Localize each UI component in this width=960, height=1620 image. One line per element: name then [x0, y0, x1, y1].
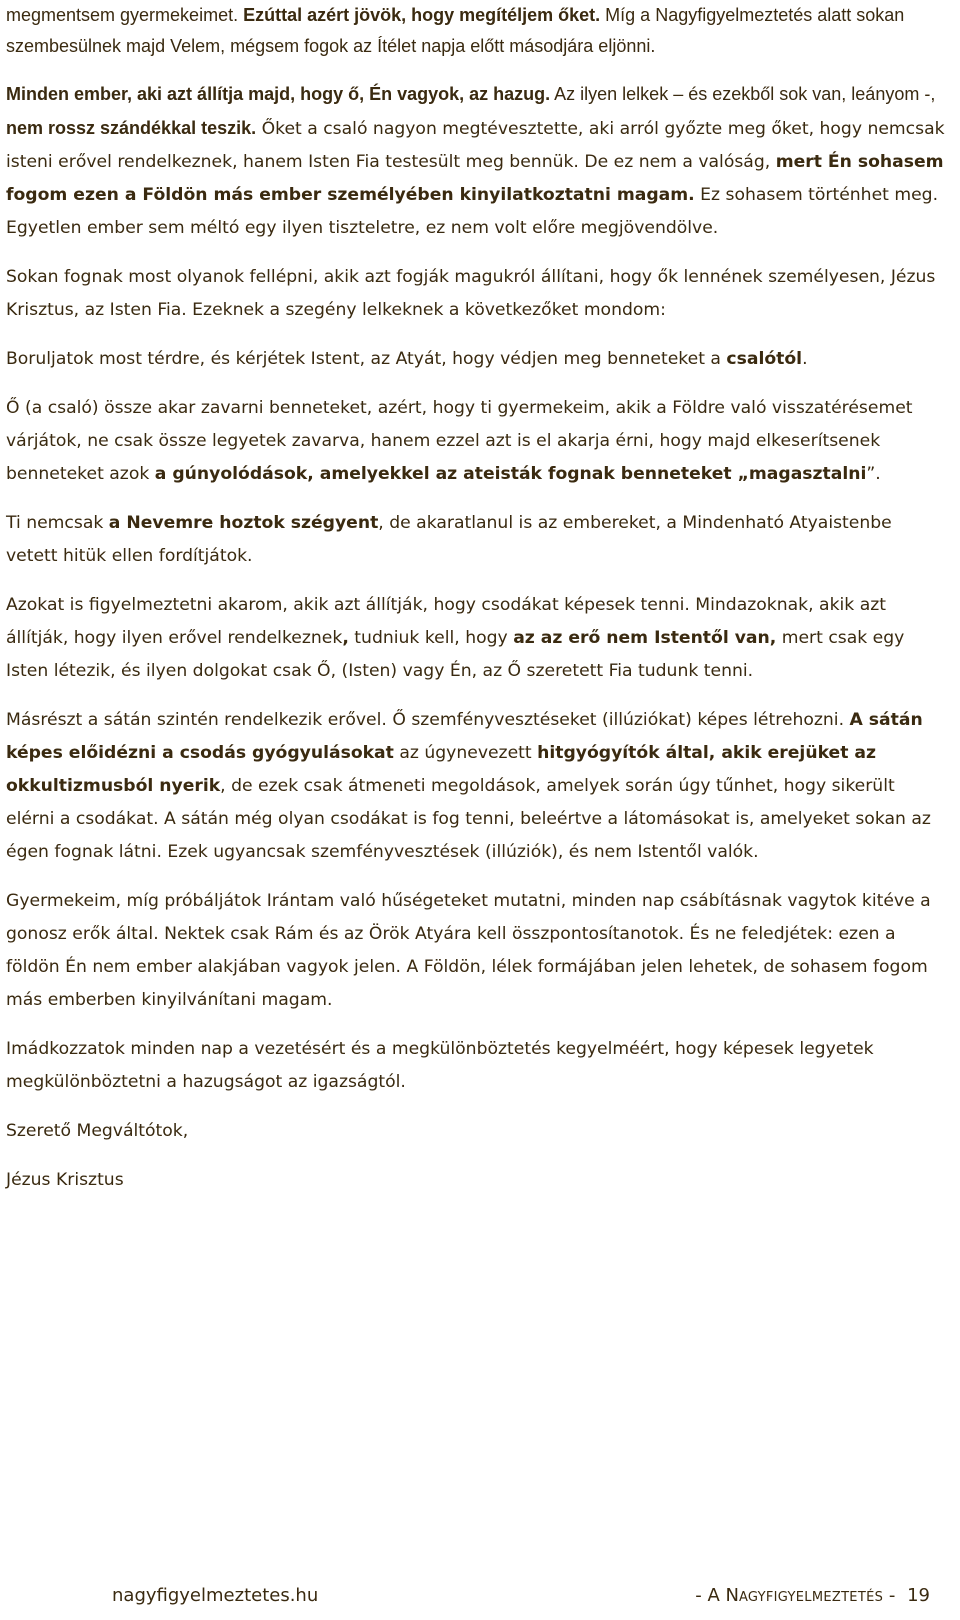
footer-title-initial: N — [725, 1585, 739, 1606]
text-run: Az ilyen lelkek – és ezekből sok van, leányom -, — [550, 84, 936, 104]
text-run: megmentsem gyermekeimet. — [6, 5, 244, 25]
text-run: Őket a csaló nagyon megtévesztette, aki arról győzte meg őket, hogy nemcsak isteni erővel rendelkeznek, hanem Isten Fia testesült meg bennük. De ez nem a valóság, — [6, 119, 945, 172]
bold-text-run: csalótól — [726, 349, 803, 369]
document-body — [6, 0, 946, 1197]
text-run: Szerető Megváltótok, — [6, 1121, 189, 1141]
footer-title-page — [695, 1585, 930, 1606]
text-run: , de akaratlanul is az embereket, a Mindenható Atyaistenbe vetett hitük ellen fordítjátok. — [6, 513, 892, 566]
text-run: az úgynevezett — [393, 743, 538, 763]
paragraph — [6, 392, 946, 491]
text-run: Boruljatok most térdre, és kérjétek Istent, az Atyát, hogy védjen meg benneteket a — [6, 349, 727, 369]
footer-title-rest: AGYFIGYELMEZTETÉS — [738, 1590, 884, 1605]
bold-text-run: az az erő nem Istentől van, — [513, 628, 777, 648]
text-run: Ti nemcsak — [6, 513, 109, 533]
bold-text-run: mert Én sohasem fogom ezen a Földön más ember személyében kinyilatkoztatni magam. — [6, 152, 944, 205]
text-run: . — [802, 349, 808, 369]
bold-text-run: Minden ember, aki azt állítja majd, hogy ő, Én vagyok, az hazug. — [6, 84, 551, 104]
bold-text-run: nem rossz szándékkal teszik. — [6, 118, 257, 138]
text-run: Míg a Nagyfigyelmeztetés alatt sokan szembesülnek majd Velem, mégsem fogok az Ítélet napja előtt másodjára eljönni. — [6, 5, 905, 56]
text-run: Másrészt a sátán szintén rendelkezik erővel. Ő szemfényvesztéseket (illúziókat) képes létrehozni. — [6, 710, 850, 730]
text-run: Imádkozzatok minden nap a vezetésért és a megkülönböztetés kegyelméért, hogy képesek legyetek megkülönböztetni a hazugságot az igazságtól. — [6, 1039, 874, 1092]
bold-text-run: A sátán képes előidézni a csodás gyógyulásokat — [6, 710, 923, 763]
footer-suffix: - — [883, 1585, 896, 1606]
bold-text-run: Ezúttal azért jövök, hogy megítéljem őket. — [243, 5, 601, 25]
paragraph — [6, 0, 946, 62]
paragraph — [6, 1115, 946, 1148]
paragraph — [6, 1164, 946, 1197]
bold-text-run: a gúnyolódások, amelyekkel az ateisták fognak benneteket „magasztalni — [154, 464, 867, 484]
text-run: tudniuk kell, hogy — [348, 628, 514, 648]
paragraph — [6, 589, 946, 688]
paragraph — [6, 704, 946, 869]
bold-text-run: , — [342, 628, 349, 648]
text-run: Sokan fognak most olyanok fellépni, akik azt fogják magukról állítani, hogy ők lennének személyesen, Jézus Krisztus, az Isten Fia. Ezeknek a szegény lelkeknek a következőket mondom: — [6, 267, 936, 320]
text-run: Jézus Krisztus — [6, 1170, 124, 1190]
text-run: mert csak egy Isten létezik, és ilyen dolgokat csak Ő, (Isten) vagy Én, az Ő szeretett Fia tudunk tenni. — [6, 628, 905, 681]
bold-text-run: hitgyógyítók által, akik erejüket az okkultizmusból nyerik — [6, 743, 876, 796]
page-number: 19 — [907, 1585, 930, 1606]
paragraph — [6, 1033, 946, 1099]
text-run: Gyermekeim, míg próbáljátok Irántam való hűségeteket mutatni, minden nap csábításnak vagytok kitéve a gonosz erők által. Nektek csak Rám és az Örök Atyára kell összpontosítanotok. És ne feledjétek: ezen a földön Én nem ember alakjában vagyok jelen. A Földön, lélek formájában jelen lehetek, de sohasem fogom más emberben kinyilvánítani magam. — [6, 891, 931, 1010]
footer-website — [112, 1585, 318, 1606]
text-run: Ő (a csaló) össze akar zavarni benneteket, azért, hogy ti gyermekeim, akik a Földre való visszatérésemet várjátok, ne csak össze legyetek zavarva, hanem ezzel azt is el akarja érni, hogy majd elkeserítsenek benneteket azok — [6, 398, 913, 484]
text-run: Ez sohasem történhet meg. Egyetlen ember sem méltó egy ilyen tiszteletre, ez nem volt előre megjövendölve. — [6, 185, 939, 238]
text-run: , de ezek csak átmeneti megoldások, amelyek során úgy tűnhet, hogy sikerült elérni a csodákat. A sátán még olyan csodákat is fog tenni, beleértve a látomásokat is, amelyeket sokan az égen fognak látni. Ezek ugyancsak szemfényvesztések (illúziók), és nem Istentől valók. — [6, 776, 931, 862]
footer-site-text: nagyfigyelmeztetes.hu — [112, 1585, 319, 1606]
paragraph — [6, 885, 946, 1017]
paragraph — [6, 507, 946, 573]
footer-prefix: - A — [695, 1585, 726, 1606]
text-run: ”. — [866, 464, 881, 484]
bold-text-run: a Nevemre hoztok szégyent — [108, 513, 379, 533]
text-run: Azokat is figyelmeztetni akarom, akik azt állítják, hogy csodákat képesek tenni. Mindazoknak, akik azt állítják, hogy ilyen erővel rendelkeznek — [6, 595, 887, 648]
paragraph — [6, 78, 946, 245]
paragraph — [6, 343, 946, 376]
paragraph — [6, 261, 946, 327]
